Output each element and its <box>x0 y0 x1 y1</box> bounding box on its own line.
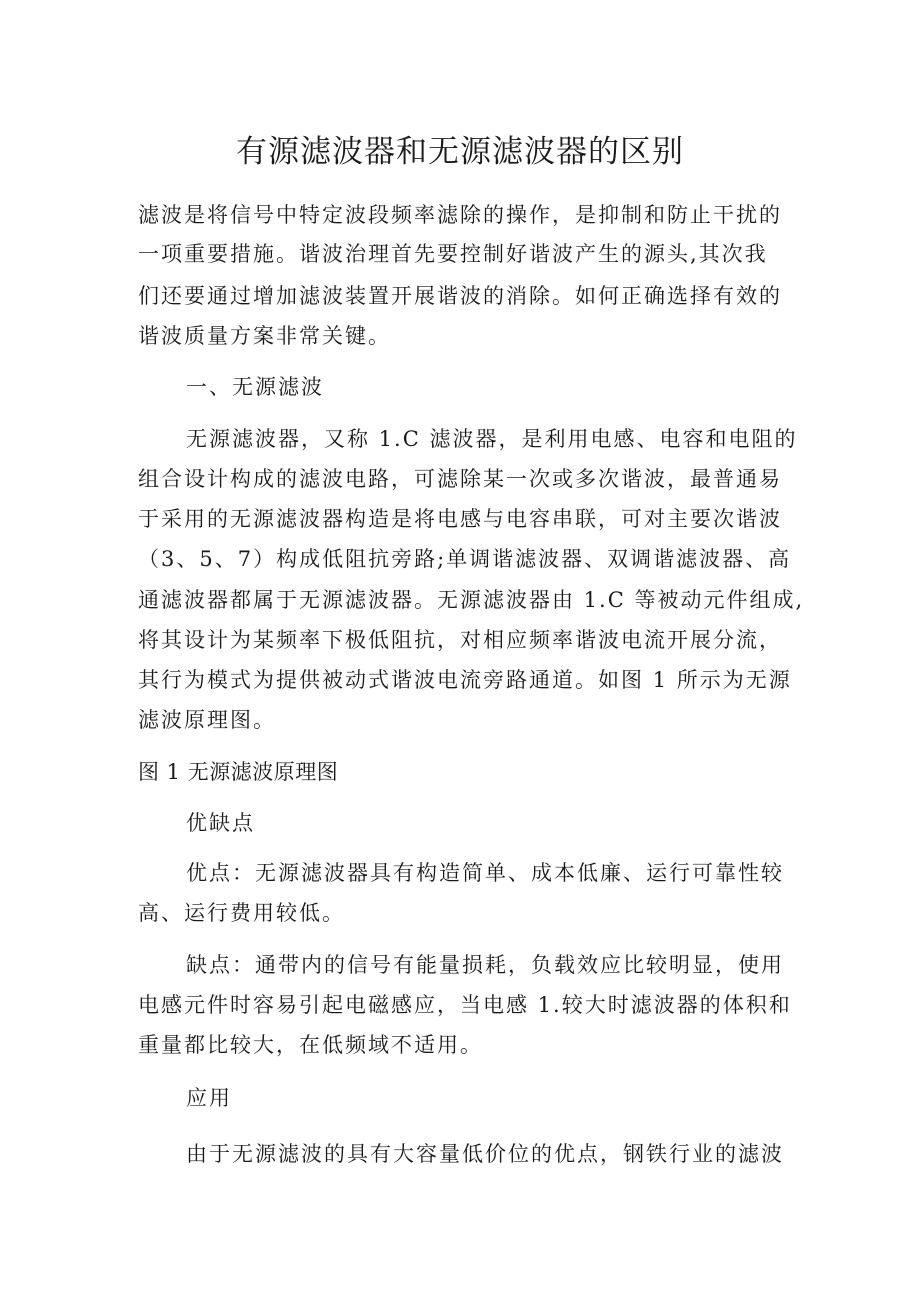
application-line-1: 由于无源滤波的具有大容量低价位的优点，钢铁行业的滤波 <box>186 1142 784 1166</box>
cons-line-2: 电感元件时容易引起电磁感应，当电感 1.较大时滤波器的体积和 <box>138 993 792 1017</box>
figure-caption: 图 1 无源滤波原理图 <box>138 760 339 784</box>
pros-line-2: 高、运行费用较低。 <box>138 901 345 925</box>
intro-line-4: 谐波质量方案非常关键。 <box>138 324 391 348</box>
passive-line-5: 通滤波器都属于无源滤波器。无源滤波器由 1.C 等被动元件组成, <box>138 588 805 612</box>
passive-line-3: 于采用的无源滤波器构造是将电感与电容串联，可对主要次谐波 <box>138 507 782 531</box>
pros-cons-heading: 优缺点 <box>186 811 255 835</box>
section-heading-passive-filter: 一、无源滤波 <box>186 375 324 399</box>
application-heading: 应用 <box>186 1086 232 1110</box>
passive-line-6: 将其设计为某频率下极低阻抗，对相应频率谐波电流开展分流， <box>138 628 782 652</box>
cons-line-1: 缺点：通带内的信号有能量损耗，负载效应比较明显，使用 <box>186 953 784 977</box>
passive-line-7: 其行为模式为提供被动式谐波电流旁路通道。如图 1 所示为无源 <box>138 668 792 692</box>
pros-line-1: 优点：无源滤波器具有构造简单、成本低廉、运行可靠性较 <box>186 861 784 885</box>
document-title: 有源滤波器和无源滤波器的区别 <box>236 134 684 170</box>
passive-line-2: 组合设计构成的滤波电路，可滤除某一次或多次谐波，最普通易 <box>138 467 782 491</box>
passive-line-1: 无源滤波器，又称 1.C 滤波器，是利用电感、电容和电阻的 <box>186 427 798 451</box>
passive-line-4: （3、5、7）构成低阻抗旁路;单调谐滤波器、双调谐滤波器、高 <box>138 547 792 571</box>
cons-line-3: 重量都比较大，在低频域不适用。 <box>138 1033 483 1057</box>
intro-line-3: 们还要通过增加滤波装置开展谐波的消除。如何正确选择有效的 <box>138 284 782 308</box>
passive-line-8: 滤波原理图。 <box>138 708 276 732</box>
intro-line-2: 一项重要措施。谐波治理首先要控制好谐波产生的源头,其次我 <box>138 242 768 266</box>
intro-line-1: 滤波是将信号中特定波段频率滤除的操作，是抑制和防止干扰的 <box>138 203 782 227</box>
